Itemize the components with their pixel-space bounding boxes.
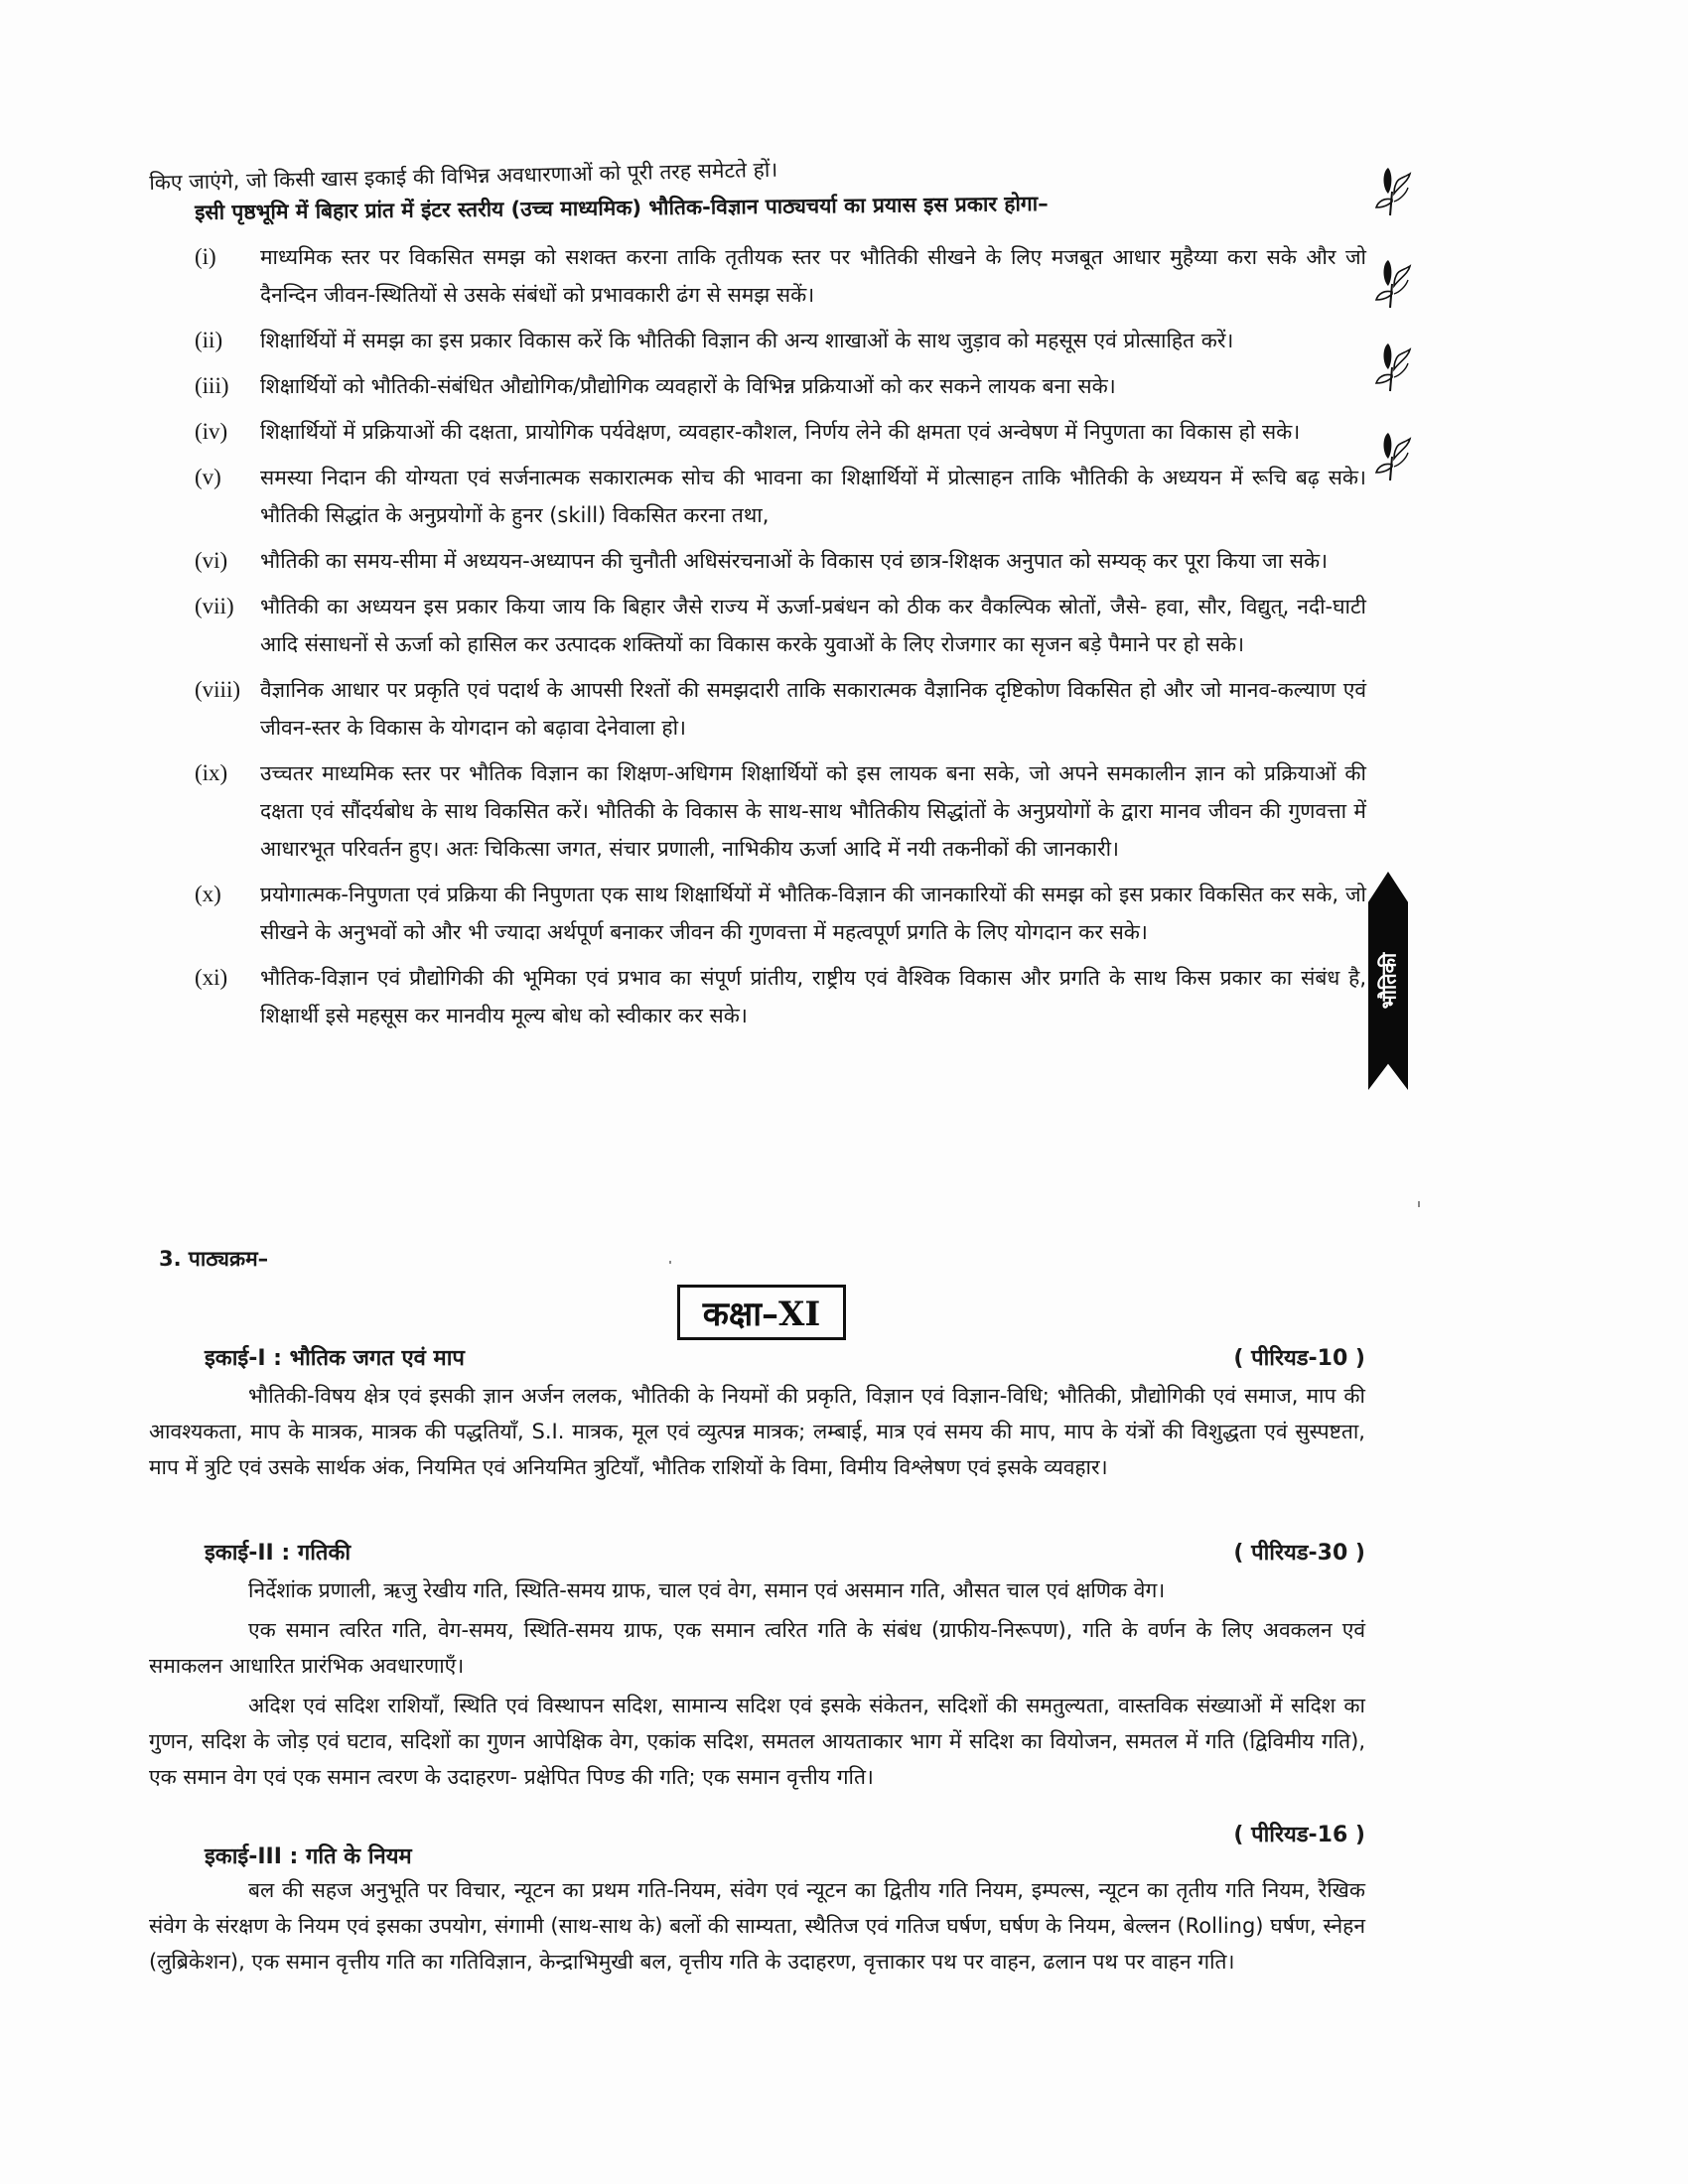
unit-header	[149, 1342, 1365, 1378]
unit-period: ( पीरियड-10 )	[1233, 1346, 1365, 1371]
objective-item	[195, 238, 1366, 314]
section-heading: 3. पाठ्यक्रम–	[159, 1247, 269, 1271]
scan-speck	[1418, 1201, 1420, 1207]
intro-continuation-line: किए जाएंगे, जो किसी खास इकाई की विभिन्न अवधारणाओं को पूरी तरह समेटते हों।	[149, 157, 778, 195]
unit-paragraph: निर्देशांक प्रणाली, ऋजु रेखीय गति, स्थिति-समय ग्राफ, चाल एवं वेग, समान एवं असमान गति, औसत चाल एवं क्षणिक वेग।	[248, 1578, 1166, 1602]
objective-number: (iv)	[195, 419, 228, 444]
objective-item	[195, 367, 1366, 405]
objective-number: (ii)	[195, 328, 223, 352]
objective-text: शिक्षार्थियों को भौतिकी-संबंधित औद्योगिक/प्रौद्योगिक व्यवहारों के विभिन्न प्रक्रियाओं को कर सकने लायक बना सके।	[260, 374, 1116, 398]
class-title-box: कक्षा–XI	[677, 1285, 846, 1340]
unit-block	[149, 1537, 1365, 1799]
objective-number: (xi)	[195, 965, 228, 990]
unit-paragraph: भौतिकी-विषय क्षेत्र एवं इसकी ज्ञान अर्जन ललक, भौतिकी के नियमों की प्रकृति, विज्ञान एवं विज्ञान-विधि; भौतिकी, प्रौद्योगिकी एवं समाज, माप की आवश्यकता, माप के मात्रक, मात्रक की पद्धतियाँ, S.I. मात्रक, मूल एवं व्युत्पन्न मात्रक; लम्बाई, मात्र एवं समय की माप, माप के यंत्रों की विशुद्धता एवं सुस्पष्टता, माप में त्रुटि एवं उसके सार्थक अंक, नियमित एवं अनियमित त्रुटियाँ, भौतिक राशियों के विमा, विमीय विश्लेषण एवं इसके व्यवहार।	[149, 1384, 1365, 1479]
objective-text: वैज्ञानिक आधार पर प्रकृति एवं पदार्थ के आपसी रिश्तों की समझदारी ताकि सकारात्मक वैज्ञानिक दृष्टिकोण विकसित हो और जो मानव-कल्याण एवं जीवन-स्तर के विकास के योगदान को बढ़ावा देनेवाला हो।	[260, 678, 1366, 740]
objective-number: (vii)	[195, 594, 234, 618]
objective-text: भौतिकी का अध्ययन इस प्रकार किया जाय कि बिहार जैसे राज्य में ऊर्जा-प्रबंधन को ठीक कर वैकल्पिक स्रोतों, जैसे- हवा, सौर, विद्युत्, नदी-घाटी आदि संसाधनों से ऊर्जा को हासिल कर उत्पादक शक्तियों का विकास करके युवाओं के लिए रोजगार का सृजन बड़े पैमाने पर हो सके।	[260, 595, 1366, 656]
leaf-sprig-icon	[1372, 429, 1416, 484]
unit-block	[149, 1342, 1365, 1489]
objectives-list	[195, 238, 1366, 1042]
objective-text: प्रयोगात्मक-निपुणता एवं प्रक्रिया की निपुणता एक साथ शिक्षार्थियों में भौतिक-विज्ञान की जानकारियों की समझ को इस प्रकार विकसित कर सके, जो सीखने के अनुभवों को और भी ज्यादा अर्थपूर्ण बनाकर जीवन की गुणवत्ता में महत्वपूर्ण प्रगति के लिए योगदान कर सके।	[260, 883, 1366, 944]
unit-title: इकाई-II : गतिकी	[205, 1541, 352, 1566]
objective-text: शिक्षार्थियों में प्रक्रियाओं की दक्षता, प्रायोगिक पर्यवेक्षण, व्यवहार-कौशल, निर्णय लेने की क्षमता एवं अन्वेषण में निपुणता का विकास हो सके।	[260, 420, 1301, 444]
objective-item	[195, 876, 1366, 951]
unit-title: इकाई-I : भौतिक जगत एवं माप	[205, 1346, 465, 1371]
objective-item	[195, 542, 1366, 580]
objective-item	[195, 413, 1366, 451]
unit-period: ( पीरियड-16 )	[1233, 1823, 1365, 1847]
unit-header	[149, 1537, 1365, 1572]
unit-block	[149, 1823, 1365, 1983]
objective-item	[195, 588, 1366, 663]
objective-number: (iii)	[195, 373, 229, 398]
objective-text: समस्या निदान की योग्यता एवं सर्जनात्मक सकारात्मक सोच की भावना का शिक्षार्थियों में प्रोत्साहन ताकि भौतिकी के अध्ययन में रूचि बढ़ सके। भौतिकी सिद्धांत के अनुप्रयोगों के हुनर (skill) विकसित करना तथा,	[260, 466, 1366, 527]
unit-paragraph: अदिश एवं सदिश राशियाँ, स्थिति एवं विस्थापन सदिश, सामान्य सदिश एवं इसके संकेतन, सदिशों की समतुल्यता, वास्तविक संख्याओं में सदिश का गुणन, सदिश के जोड़ एवं घटाव, सदिशों का गुणन आपेक्षिक वेग, एकांक सदिश, समतल आयताकार भाग में सदिश का वियोजन, समतल में गति (द्विविमीय गति), एक समान वेग एवं एक समान त्वरण के उदाहरण- प्रक्षेपित पिण्ड की गति; एक समान वृत्तीय गति।	[149, 1694, 1365, 1789]
objective-item	[195, 959, 1366, 1034]
objective-text: शिक्षार्थियों में समझ का इस प्रकार विकास करें कि भौतिकी विज्ञान की अन्य शाखाओं के साथ जुड़ाव को महसूस एवं प्रोत्साहित करें।	[260, 329, 1234, 352]
unit-title: इकाई-III : गति के नियम	[205, 1844, 412, 1869]
objective-item	[195, 459, 1366, 534]
side-tab-label: भौतिकी	[1376, 952, 1401, 1010]
unit-paragraph: एक समान त्वरित गति, वेग-समय, स्थिति-समय ग्राफ, एक समान त्वरित गति के संबंध (ग्राफीय-निरूपण), गति के वर्णन के लिए अवकलन एवं समाकलन आधारित प्रारंभिक अवधारणाएँ।	[149, 1618, 1365, 1678]
objective-text: भौतिक-विज्ञान एवं प्रौद्योगिकी की भूमिका एवं प्रभाव का संपूर्ण प्रांतीय, राष्ट्रीय एवं वैश्विक विकास और प्रगति के साथ किस प्रकार का संबंध है, शिक्षार्थी इसे महसूस कर मानवीय मूल्य बोध को स्वीकार कर सके।	[260, 966, 1366, 1027]
objective-number: (v)	[195, 465, 221, 489]
leaf-sprig-icon	[1372, 340, 1416, 395]
objective-text: उच्चतर माध्यमिक स्तर पर भौतिक विज्ञान का शिक्षण-अधिगम शिक्षार्थियों को इस लायक बना सके, जो अपने समकालीन ज्ञान को प्रक्रियाओं की दक्षता एवं सौंदर्यबोध के साथ विकसित करें। भौतिकी के विकास के साथ-साथ भौतिकीय सिद्धांतों के अनुप्रयोगों के द्वारा मानव जीवन की गुणवत्ता में आधारभूत परिवर्तन हुए। अतः चिकित्सा जगत, संचार प्रणाली, नाभिकीय ऊर्जा आदि में नयी तकनीकों की जानकारी।	[260, 761, 1366, 861]
objective-item	[195, 322, 1366, 359]
objective-item	[195, 671, 1366, 747]
objective-number: (viii)	[195, 677, 240, 702]
objective-text: भौतिकी का समय-सीमा में अध्ययन-अध्यापन की चुनौती अधिसंरचनाओं के विकास एवं छात्र-शिक्षक अनुपात को सम्यक् कर पूरा किया जा सके।	[260, 549, 1329, 573]
objective-number: (ix)	[195, 760, 228, 785]
unit-paragraph: बल की सहज अनुभूति पर विचार, न्यूटन का प्रथम गति-नियम, संवेग एवं न्यूटन का द्वितीय गति नियम, इम्पल्स, न्यूटन का तृतीय गति नियम, रैखिक संवेग के संरक्षण के नियम एवं इसका उपयोग, संगामी (साथ-साथ के) बलों की साम्यता, स्थैतिज एवं गतिज घर्षण, घर्षण के नियम, बेल्लन (Rolling) घर्षण, स्नेहन (लुब्रिकेशन), एक समान वृत्तीय गति का गतिविज्ञान, केन्द्राभिमुखी बल, वृत्तीय गति के उदाहरण, वृत्ताकार पथ पर वाहन, ढलान पथ पर वाहन गति।	[149, 1878, 1365, 1974]
leaf-sprig-icon	[1372, 256, 1416, 312]
subject-side-tab	[1368, 872, 1408, 1090]
unit-header	[149, 1823, 1365, 1872]
objective-text: माध्यमिक स्तर पर विकसित समझ को सशक्त करना ताकि तृतीयक स्तर पर भौतिकी सीखने के लिए मजबूत आधार मुहैय्या करा सके और जो दैनन्दिन जीवन-स्थितियों से उसके संबंधों को प्रभावकारी ढंग से समझ सकें।	[260, 245, 1366, 307]
unit-period: ( पीरियड-30 )	[1233, 1541, 1365, 1566]
objective-item	[195, 754, 1366, 868]
intro-lead-line: इसी पृष्ठभूमि में बिहार प्रांत में इंटर स्तरीय (उच्च माध्यमिक) भौतिक-विज्ञान पाठ्यचर्या का प्रयास इस प्रकार होगा–	[195, 191, 1049, 224]
leaf-sprig-icon	[1372, 164, 1416, 219]
objective-number: (i)	[195, 244, 216, 269]
objective-number: (vi)	[195, 548, 228, 573]
objective-number: (x)	[195, 882, 221, 906]
scan-speck	[669, 1261, 671, 1264]
